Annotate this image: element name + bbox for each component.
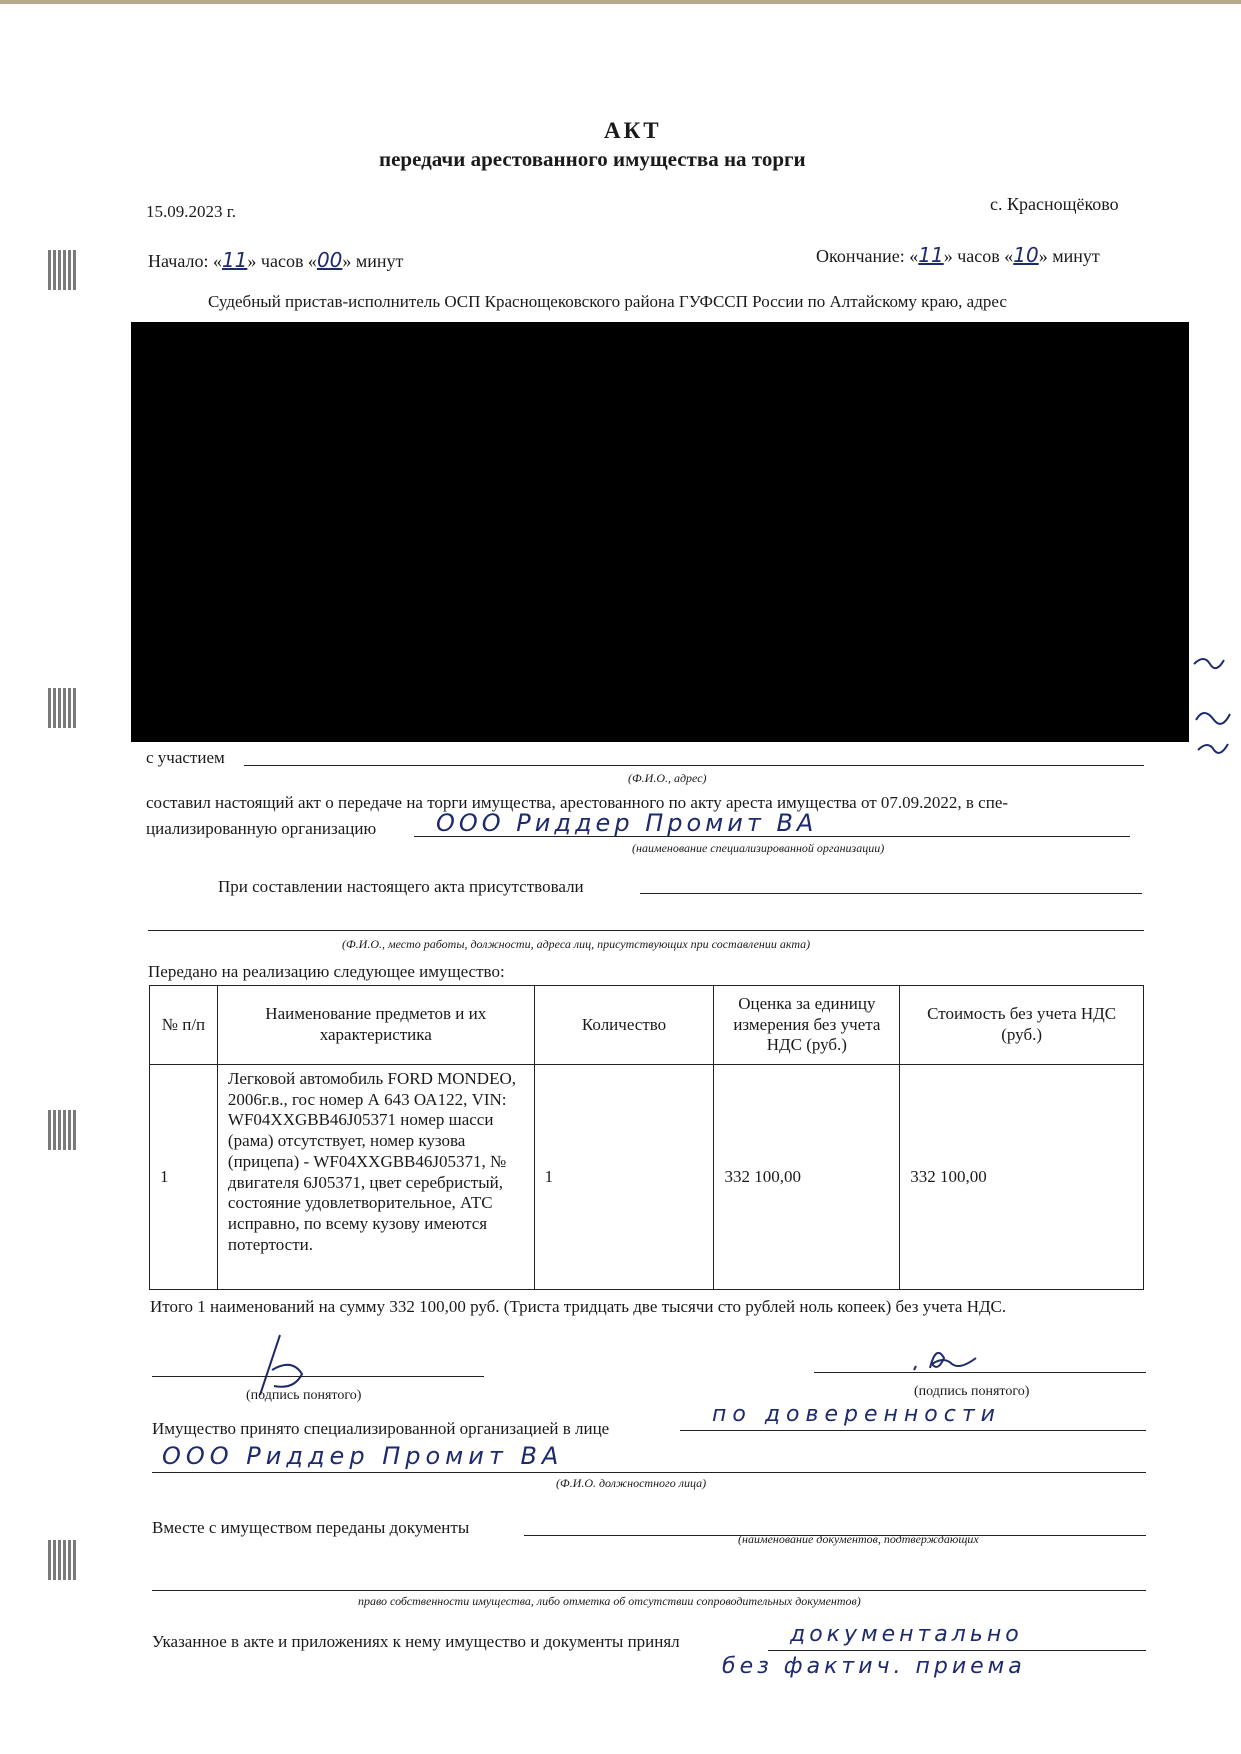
- start-prefix: Начало: «: [148, 251, 222, 271]
- present-label: При составлении настоящего акта присутствовали: [218, 877, 584, 896]
- binder-mark: [48, 250, 76, 290]
- header-unit-price: Оценка за единицу измерения без учета НДС (руб.): [714, 986, 900, 1065]
- binder-mark: [48, 1110, 76, 1150]
- total-line: Итого 1 наименований на сумму 332 100,00 руб. (Триста тридцать две тысячи сто рублей ноль копеек) без учета НДС.: [150, 1297, 1007, 1316]
- start-hours: 11: [221, 248, 248, 272]
- participation-label: с участием: [146, 748, 225, 767]
- docs-caption-1: (наименование документов, подтверждающих: [738, 1532, 979, 1546]
- received-handwritten-2: без фактич. приема: [722, 1654, 1026, 1679]
- row-unit-price: 332 100,00: [714, 1065, 900, 1290]
- header-num: № п/п: [150, 986, 218, 1065]
- witness1-caption: (подпись понятого): [246, 1388, 362, 1403]
- accepted-line-1: [680, 1430, 1146, 1431]
- end-mid: » часов «: [943, 246, 1014, 266]
- accepted-label: Имущество принято специализированной организацией в лице: [152, 1419, 610, 1438]
- docs-label: Вместе с имуществом переданы документы: [152, 1518, 470, 1537]
- scan-top-edge: [0, 0, 1241, 4]
- start-suffix: » минут: [342, 251, 404, 271]
- received-handwritten-1: документально: [790, 1622, 1023, 1647]
- document-date: 15.09.2023 г.: [146, 202, 237, 221]
- present-line-1: [640, 893, 1142, 894]
- redaction-block: [131, 322, 1189, 742]
- witness2-line: [814, 1372, 1146, 1373]
- end-time: [816, 243, 1100, 267]
- docs-line-2: [152, 1590, 1146, 1591]
- end-minutes: 10: [1013, 243, 1039, 267]
- org-handwritten: ООО Риддер Промит ВА: [436, 809, 818, 837]
- composed-line-1: составил настоящий акт о передаче на торги имущества, арестованного по акту ареста имущества от 07.09.2022, в спе-: [146, 793, 1009, 812]
- present-line-2: [148, 930, 1144, 931]
- docs-caption-2: право собственности имущества, либо отметка об отсутствии сопроводительных документов): [358, 1594, 861, 1608]
- row-total: 332 100,00: [900, 1065, 1144, 1290]
- present-caption: (Ф.И.О., место работы, должности, адреса лиц, присутствующих при составлении акта): [342, 937, 811, 951]
- accepted-handwritten-1: по доверенности: [712, 1402, 1001, 1427]
- end-hours: 11: [918, 243, 944, 267]
- witness2-caption: (подпись понятого): [914, 1384, 1030, 1399]
- row-qty: 1: [534, 1065, 714, 1290]
- margin-scribble: [1190, 650, 1238, 770]
- header-total: Стоимость без учета НДС (руб.): [900, 986, 1144, 1065]
- binder-mark: [48, 688, 76, 728]
- row-desc: Легковой автомобиль FORD MONDEO, 2006г.в., гос номер А 643 ОА122, VIN: WF04XXGBB46J05371 номер шасси (рама) отсутствует, номер кузова (прицепа) - WF04XXGBB46J05371, № двигателя 6J05371, цвет серебристый, состояние удовлетворительное, АТС исправно, по всему кузову имеются потертости.: [217, 1065, 534, 1290]
- accepted-handwritten-2: ООО Риддер Промит ВА: [162, 1442, 564, 1470]
- start-time: [148, 248, 403, 272]
- intro-text: Судебный пристав-исполнитель ОСП Краснощековского района ГУФССП России по Алтайскому краю, адрес: [208, 292, 1007, 311]
- binder-mark: [48, 1540, 76, 1580]
- row-num: 1: [150, 1065, 218, 1290]
- document-subtitle: передачи арестованного имущества на торги: [379, 147, 806, 171]
- document-title: АКТ: [604, 118, 662, 143]
- accepted-line-2: [152, 1472, 1146, 1473]
- witness1-line: [152, 1376, 484, 1377]
- items-table: [149, 985, 1144, 1290]
- participation-line: [244, 765, 1144, 766]
- end-prefix: Окончание: «: [816, 246, 919, 266]
- received-line: [768, 1650, 1146, 1651]
- transferred-label: Передано на реализацию следующее имущество:: [148, 962, 505, 981]
- received-label: Указанное в акте и приложениях к нему имущество и документы принял: [152, 1632, 680, 1651]
- header-qty: Количество: [534, 986, 714, 1065]
- official-caption: (Ф.И.О. должностного лица): [556, 1476, 707, 1490]
- start-minutes: 00: [316, 248, 343, 272]
- witness2-signature: [910, 1340, 1000, 1380]
- start-mid: » часов «: [247, 251, 317, 271]
- table-header-row: [150, 986, 1144, 1065]
- participation-caption: (Ф.И.О., адрес): [628, 771, 707, 785]
- composed-line-2: циализированную организацию: [146, 819, 377, 838]
- header-name: Наименование предметов и их характеристика: [217, 986, 534, 1065]
- org-caption: (наименование специализированной организации): [632, 841, 885, 855]
- end-suffix: » минут: [1038, 246, 1100, 266]
- table-row: [150, 1065, 1144, 1290]
- document-place: с. Краснощёково: [990, 194, 1119, 214]
